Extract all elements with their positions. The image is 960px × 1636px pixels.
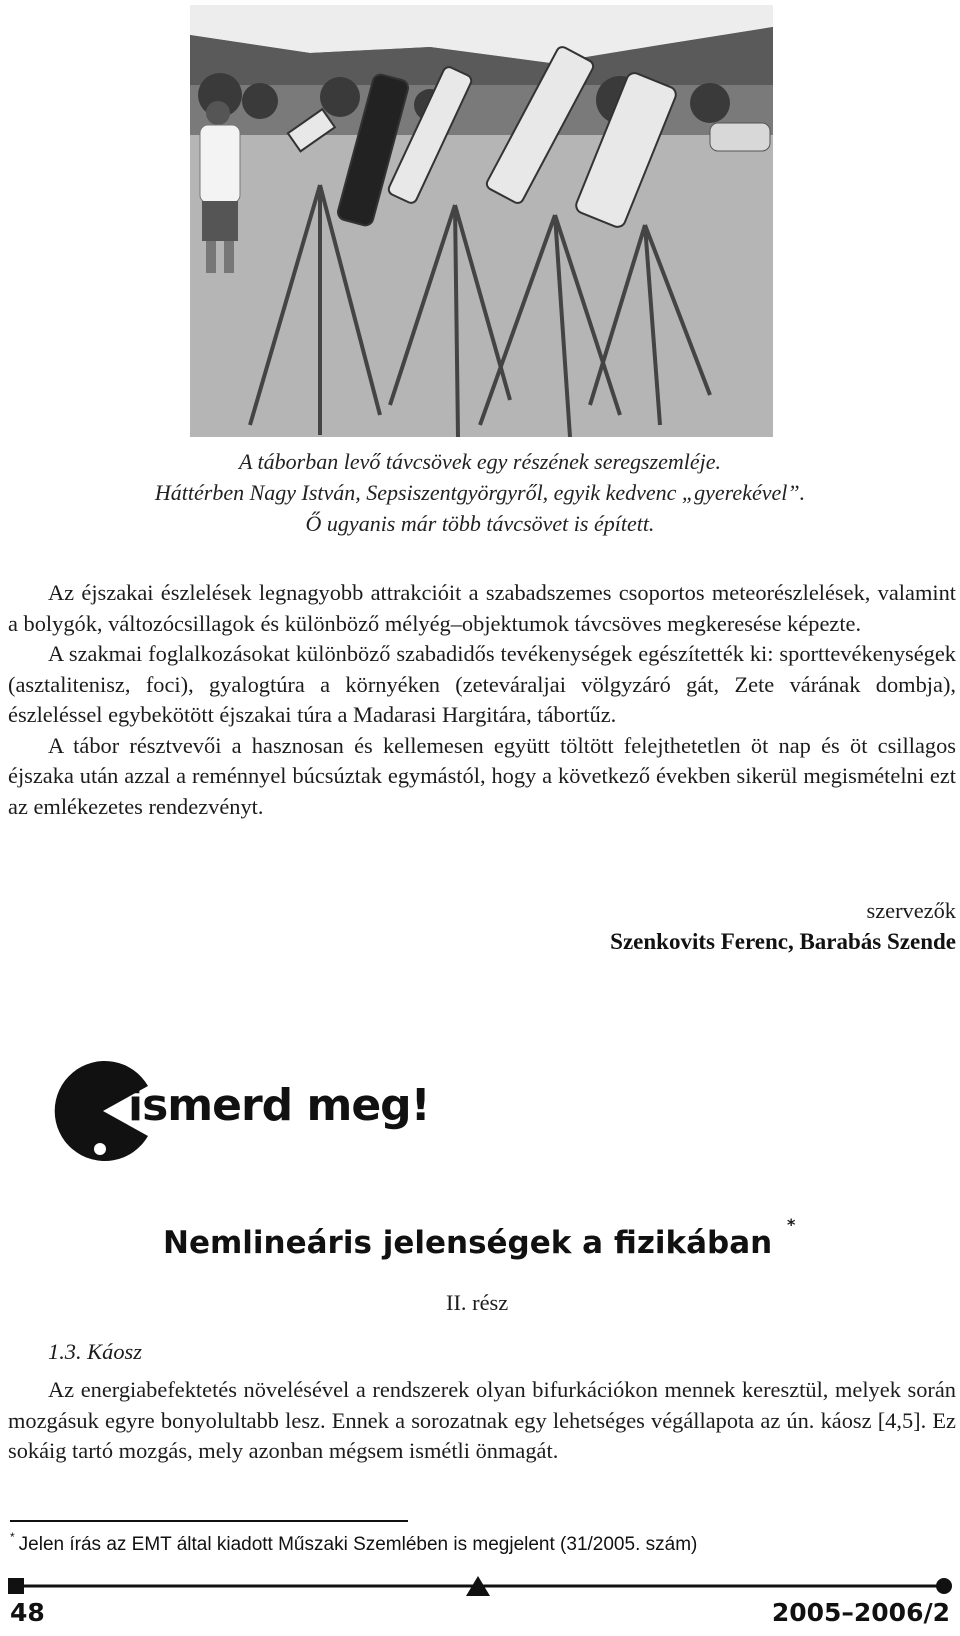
photo-illustration	[190, 5, 773, 437]
paragraph-farewell: A tábor résztvevői a hasznosan és kellemesen együtt töltött felejthetetlen öt nap és öt csillagos éjszaka után azzal a reménnyel búcsúztak egymástól, hogy a következő években sikerül megismételni ezt az emlékezetes rendezvényt.	[8, 732, 956, 819]
circle-icon	[936, 1578, 952, 1594]
article-title: Nemlineáris jelenségek a fizikában	[163, 1225, 773, 1261]
paragraph-chaos: Az energiabefektetés növelésével a rendszerek olyan bifurkációkon mennek keresztül, melyek során mozgásuk egyre bonyolultabb lesz. Ennek a sorozatnak egy lehetséges végállapota az ún. káosz [4,5]. Ez sokáig tartó mozgás, mely azonban mégsem ismétli önmagát.	[8, 1377, 956, 1463]
page-number: 48	[10, 1598, 45, 1627]
article-body-chaos	[8, 1375, 956, 1467]
caption-line-1: A táborban levő távcsövek egy részének seregszemléje.	[239, 449, 721, 474]
footnote-marker: *	[10, 1530, 15, 1544]
section-logo-text: ismerd meg!	[128, 1080, 430, 1131]
paragraph-observations: Az éjszakai észlelések legnagyobb attrakcióit a szabadszemes csoportos meteorészlelések, valamint a bolygók, változócsillagok és különböző mélyég–objektumok távcsöves megkeresése képezte.	[8, 580, 956, 636]
telescopes-photo	[190, 5, 773, 437]
signature-names: Szenkovits Ferenc, Barabás Szende	[610, 929, 956, 954]
footnote	[10, 1530, 698, 1556]
paragraph-activities: A szakmai foglalkozásokat különböző szabadidős tevékenységek egészítették ki: sporttevékenységek (asztalitenisz, foci), gyalogtúra a környéken (zeteváraljai völgyzáró gát, Zete várának dombja), észleléssel egybekötött éjszakai túra a Madarasi Hargitára, tábortűz.	[8, 641, 956, 727]
caption-line-2: Háttérben Nagy István, Sepsiszentgyörgyről, egyik kedvenc „gyerekével”.	[154, 480, 806, 505]
square-icon	[8, 1578, 24, 1594]
article-part: II. rész	[446, 1290, 509, 1315]
title-footnote-marker: *	[787, 1215, 796, 1234]
caption-line-3: Ő ugyanis már több távcsövet is épített.	[305, 511, 655, 536]
footnote-text: Jelen írás az EMT által kiadott Műszaki Szemlében is megjelent (31/2005. szám)	[18, 1534, 698, 1555]
footnote-rule	[10, 1520, 408, 1522]
section-heading: 1.3. Káosz	[48, 1339, 142, 1364]
article-body-camp	[8, 578, 956, 822]
issue-number: 2005–2006/2	[771, 1598, 950, 1627]
signature-role: szervezők	[866, 898, 956, 923]
footer-rule	[8, 1576, 952, 1598]
photo-caption	[0, 446, 960, 539]
